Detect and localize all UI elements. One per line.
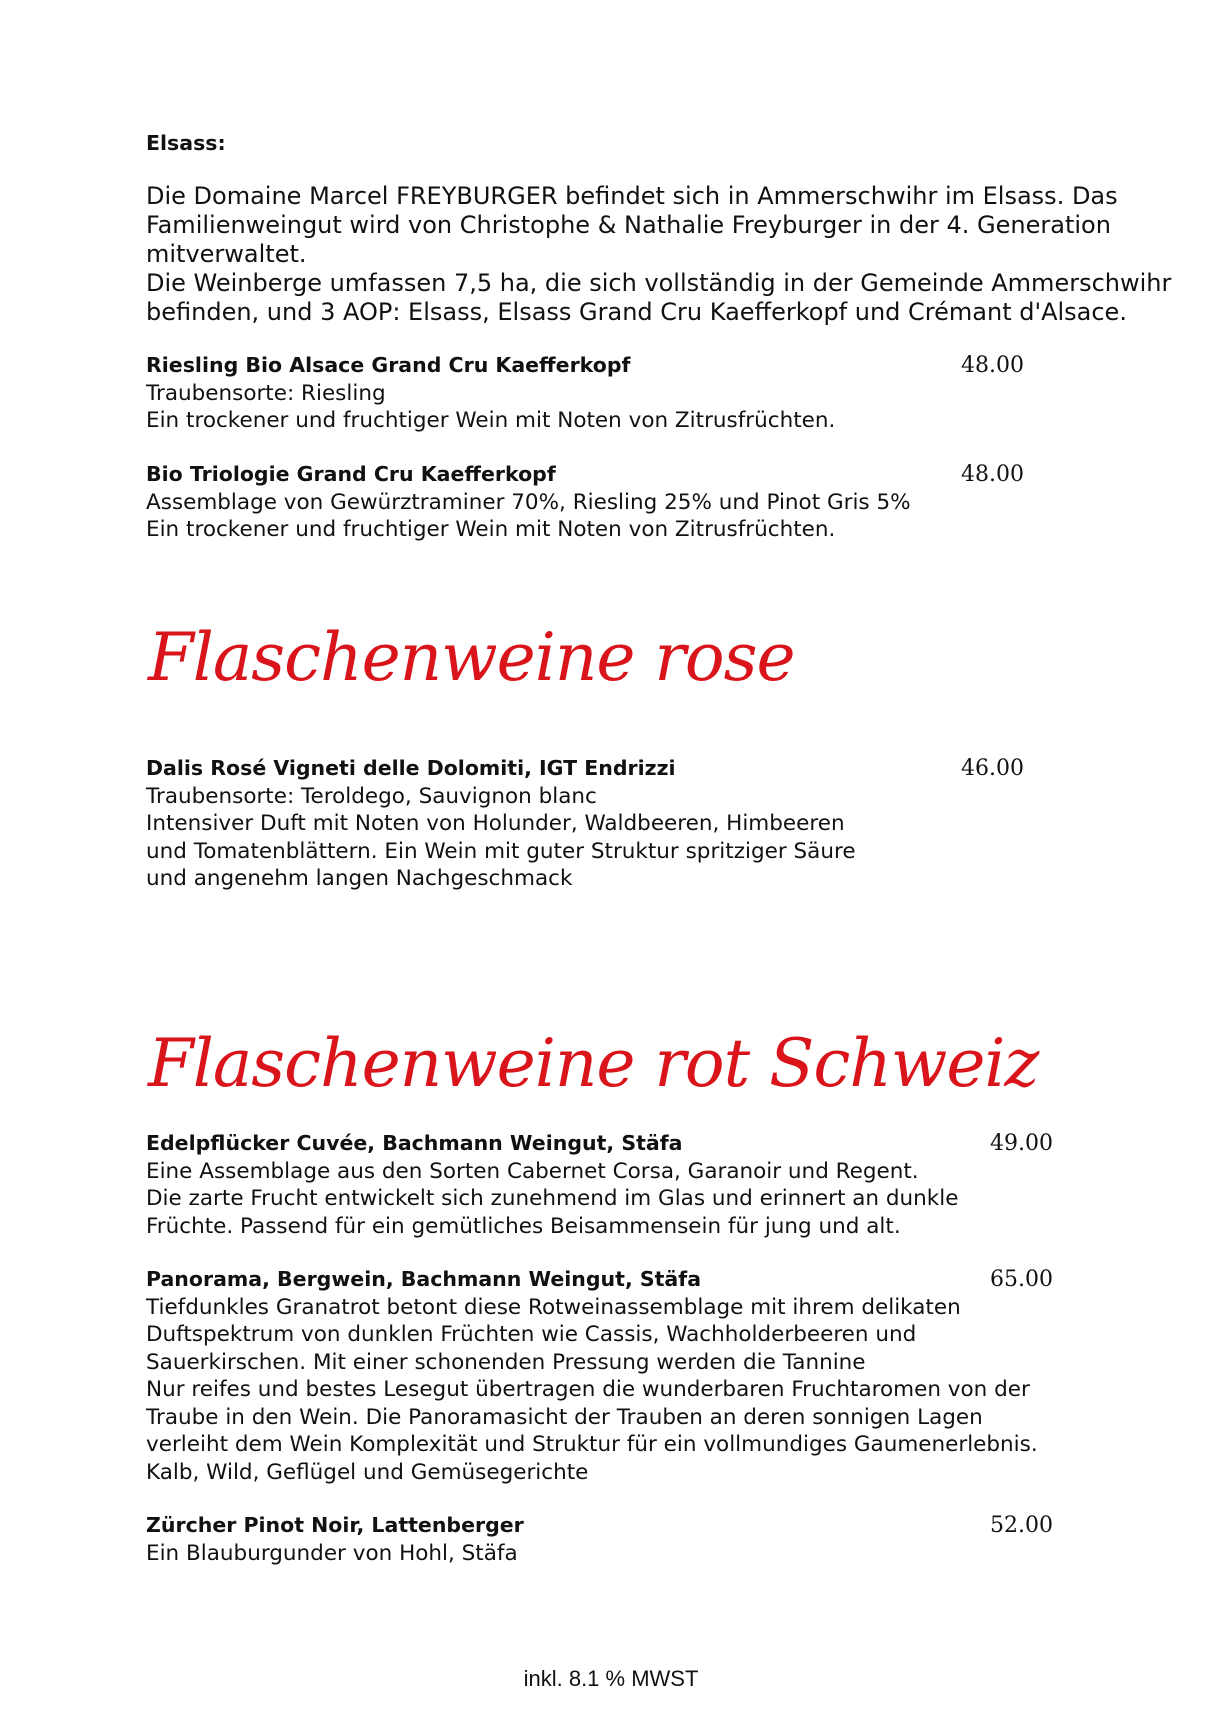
wine-name: Dalis Rosé Vigneti delle Dolomiti, IGT Endrizzi xyxy=(146,756,676,780)
section-title-rot-schweiz: Flaschenweine rot Schweiz xyxy=(148,1025,1039,1102)
wine-item xyxy=(146,1130,1066,1240)
wine-description-line: und Tomatenblättern. Ein Wein mit guter Struktur spritziger Säure xyxy=(146,838,856,864)
wine-name: Riesling Bio Alsace Grand Cru Kaefferkopf xyxy=(146,353,631,377)
wine-description-line: Ein trockener und fruchtiger Wein mit Noten von Zitrusfrüchten. xyxy=(146,517,836,542)
intro-line: mitverwaltet. xyxy=(146,240,307,268)
wine-item xyxy=(146,352,1066,435)
wine-item xyxy=(146,755,1066,893)
wine-price: 49.00 xyxy=(990,1131,1053,1156)
wine-name: Edelpflücker Cuvée, Bachmann Weingut, Stäfa xyxy=(146,1131,683,1155)
wine-description-line: Ein trockener und fruchtiger Wein mit Noten von Zitrusfrüchten. xyxy=(146,408,836,433)
wine-description-line: Nur reifes und bestes Lesegut übertragen die wunderbaren Fruchtaromen von der xyxy=(146,1377,1030,1402)
wine-description-line: Traube in den Wein. Die Panoramasicht der Trauben an deren sonnigen Lagen xyxy=(146,1404,983,1430)
wine-description-line: Die zarte Frucht entwickelt sich zunehmend im Glas und erinnert an dunkle xyxy=(146,1186,959,1211)
intro-paragraph xyxy=(146,182,1172,327)
wine-description-line: Kalb, Wild, Geflügel und Gemüsegerichte xyxy=(146,1459,589,1485)
wine-description-line: Assemblage von Gewürztraminer 70%, Riesling 25% und Pinot Gris 5% xyxy=(146,489,911,515)
intro-line: befinden, und 3 AOP: Elsass, Elsass Grand Cru Kaefferkopf und Crémant d'Alsace. xyxy=(146,298,1127,326)
wine-description-line: Sauerkirschen. Mit einer schonenden Pressung werden die Tannine xyxy=(146,1349,866,1375)
section-title-rose: Flaschenweine rose xyxy=(148,619,795,696)
intro-line: Die Weinberge umfassen 7,5 ha, die sich vollständig in der Gemeinde Ammerschwihr xyxy=(146,269,1172,297)
wine-description-line: Ein Blauburgunder von Hohl, Stäfa xyxy=(146,1540,518,1566)
wine-item xyxy=(146,1266,1066,1486)
intro-line: Familienweingut wird von Christophe & Nathalie Freyburger in der 4. Generation xyxy=(146,211,1111,239)
wine-item xyxy=(146,1512,1066,1567)
wine-item xyxy=(146,461,1066,544)
wine-description-line: Früchte. Passend für ein gemütliches Beisammensein für jung und alt. xyxy=(146,1213,901,1239)
wine-price: 46.00 xyxy=(961,756,1024,781)
wine-description-line: und angenehm langen Nachgeschmack xyxy=(146,866,573,891)
wine-description-line: Traubensorte: Riesling xyxy=(146,380,386,406)
wine-description-line: Tiefdunkles Granatrot betont diese Rotweinassemblage mit ihrem delikaten xyxy=(146,1294,961,1320)
wine-price: 48.00 xyxy=(961,353,1024,378)
wine-description-line: Intensiver Duft mit Noten von Holunder, Waldbeeren, Himbeeren xyxy=(146,811,845,836)
wine-name: Zürcher Pinot Noir, Lattenberger xyxy=(146,1513,524,1537)
region-heading-block xyxy=(146,130,1106,158)
wine-price: 52.00 xyxy=(990,1513,1053,1538)
region-heading: Elsass: xyxy=(146,131,226,155)
wine-name: Bio Triologie Grand Cru Kaefferkopf xyxy=(146,462,556,486)
vat-footnote: inkl. 8.1 % MWST xyxy=(523,1666,699,1691)
intro-line: Die Domaine Marcel FREYBURGER befindet sich in Ammerschwihr im Elsass. Das xyxy=(146,182,1118,210)
wine-name: Panorama, Bergwein, Bachmann Weingut, Stäfa xyxy=(146,1267,702,1291)
wine-description-line: Traubensorte: Teroldego, Sauvignon blanc xyxy=(146,783,597,809)
wine-price: 48.00 xyxy=(961,462,1024,487)
wine-description-line: verleiht dem Wein Komplexität und Struktur für ein vollmundiges Gaumenerlebnis. xyxy=(146,1432,1038,1457)
wine-description-line: Eine Assemblage aus den Sorten Cabernet Corsa, Garanoir und Regent. xyxy=(146,1158,919,1184)
wine-price: 65.00 xyxy=(990,1267,1053,1292)
wine-description-line: Duftspektrum von dunklen Früchten wie Cassis, Wachholderbeeren und xyxy=(146,1322,917,1347)
